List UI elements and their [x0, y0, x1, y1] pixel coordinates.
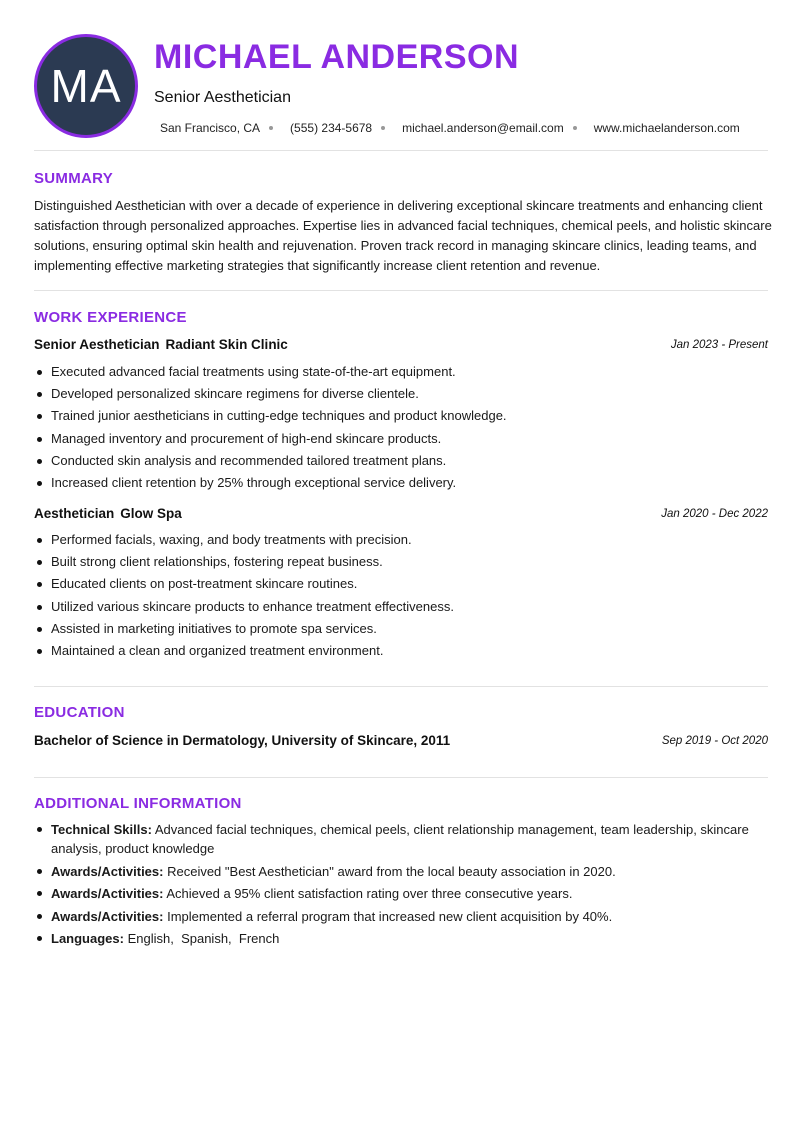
info-text: Implemented a referral program that increased new client acquisition by 40%. — [167, 908, 613, 924]
job-dates: Jan 2020 - Dec 2022 — [661, 508, 768, 520]
bullet-separator-icon — [381, 126, 385, 130]
info-label: Languages: — [51, 931, 124, 946]
summary-text: Distinguished Aesthetician with over a decade of experience in delivering exceptional skincare treatments and enhancing client satisfaction through personalized approaches. Expertise lies in advanced facial techniques, chemical peels, and holistic skincare solutions, ensuring optimal skin health and rejuvenation. Proven track record in managing skincare clinics, leading teams, and implementing effective marketing strategies that significantly increase client retention and revenue. — [34, 198, 772, 273]
additional-info-list — [34, 820, 774, 952]
job-title-line — [34, 506, 182, 521]
job-company: Radiant Skin Clinic — [165, 337, 288, 352]
list-item: Maintained a clean and organized treatment environment. — [34, 640, 768, 662]
list-item: Performed facials, waxing, and body treatments with precision. — [34, 529, 768, 551]
job-position: Senior Aesthetician — [34, 337, 160, 352]
candidate-name: MICHAEL ANDERSON — [154, 38, 520, 76]
divider — [34, 777, 768, 778]
job-bullet-list — [34, 361, 768, 494]
contact-email[interactable]: michael.anderson@email.com — [402, 121, 564, 135]
list-item — [34, 929, 774, 948]
list-item: Educated clients on post-treatment skincare routines. — [34, 573, 768, 595]
list-item: Managed inventory and procurement of high-end skincare products. — [34, 428, 768, 450]
avatar — [34, 34, 138, 138]
bullet-separator-icon — [269, 126, 273, 130]
info-text: English, Spanish, French — [127, 931, 280, 946]
contact-website[interactable]: www.michaelanderson.com — [593, 121, 740, 135]
bullet-separator-icon — [573, 126, 577, 130]
resume-header — [34, 34, 768, 138]
info-text: Advanced facial techniques, chemical peels, client relationship management, team leadership, skincare analysis, product knowledge — [51, 822, 749, 856]
summary-heading: SUMMARY — [34, 170, 114, 187]
divider — [34, 290, 768, 291]
list-item: Trained junior aestheticians in cutting-edge techniques and product knowledge. — [34, 405, 768, 427]
list-item: Conducted skin analysis and recommended tailored treatment plans. — [34, 450, 768, 472]
list-item — [34, 907, 774, 926]
education-degree: Bachelor of Science in Dermatology, University of Skincare, 2011 — [34, 733, 451, 748]
additional-info-heading: ADDITIONAL INFORMATION — [34, 795, 242, 812]
contact-location: San Francisco, CA — [160, 121, 261, 135]
education-heading: EDUCATION — [34, 704, 125, 721]
job-company: Glow Spa — [120, 506, 182, 521]
contact-phone: (555) 234-5678 — [290, 121, 373, 135]
job-position: Aesthetician — [34, 506, 115, 521]
job-header — [34, 506, 768, 526]
contact-row — [160, 121, 740, 135]
list-item: Utilized various skincare products to enhance treatment effectiveness. — [34, 596, 768, 618]
job-title-line — [34, 337, 288, 352]
candidate-role: Senior Aesthetician — [154, 89, 291, 106]
education-dates: Sep 2019 - Oct 2020 — [661, 735, 768, 747]
job-bullet-list — [34, 529, 768, 662]
job-dates: Jan 2023 - Present — [670, 339, 768, 351]
divider — [34, 150, 768, 151]
list-item: Developed personalized skincare regimens for diverse clientele. — [34, 383, 768, 405]
info-text: Achieved a 95% client satisfaction rating over three consecutive years. — [166, 886, 573, 901]
list-item: Executed advanced facial treatments using state-of-the-art equipment. — [34, 361, 768, 383]
list-item: Built strong client relationships, fostering repeat business. — [34, 551, 768, 573]
list-item — [34, 884, 774, 903]
divider — [34, 686, 768, 687]
list-item: Increased client retention by 25% through exceptional service delivery. — [34, 472, 768, 494]
info-label: Awards/Activities: — [51, 886, 164, 901]
list-item: Assisted in marketing initiatives to promote spa services. — [34, 618, 768, 640]
avatar-initials: MA — [50, 60, 122, 112]
info-label: Awards/Activities: — [51, 908, 164, 924]
list-item — [34, 862, 774, 881]
list-item — [34, 820, 774, 858]
job-header — [34, 337, 768, 357]
info-label: Technical Skills: — [51, 822, 152, 837]
work-experience-heading: WORK EXPERIENCE — [34, 309, 187, 326]
info-text: Received "Best Aesthetician" award from the local beauty association in 2020. — [167, 863, 616, 879]
education-entry — [34, 733, 768, 753]
info-label: Awards/Activities: — [51, 863, 164, 879]
